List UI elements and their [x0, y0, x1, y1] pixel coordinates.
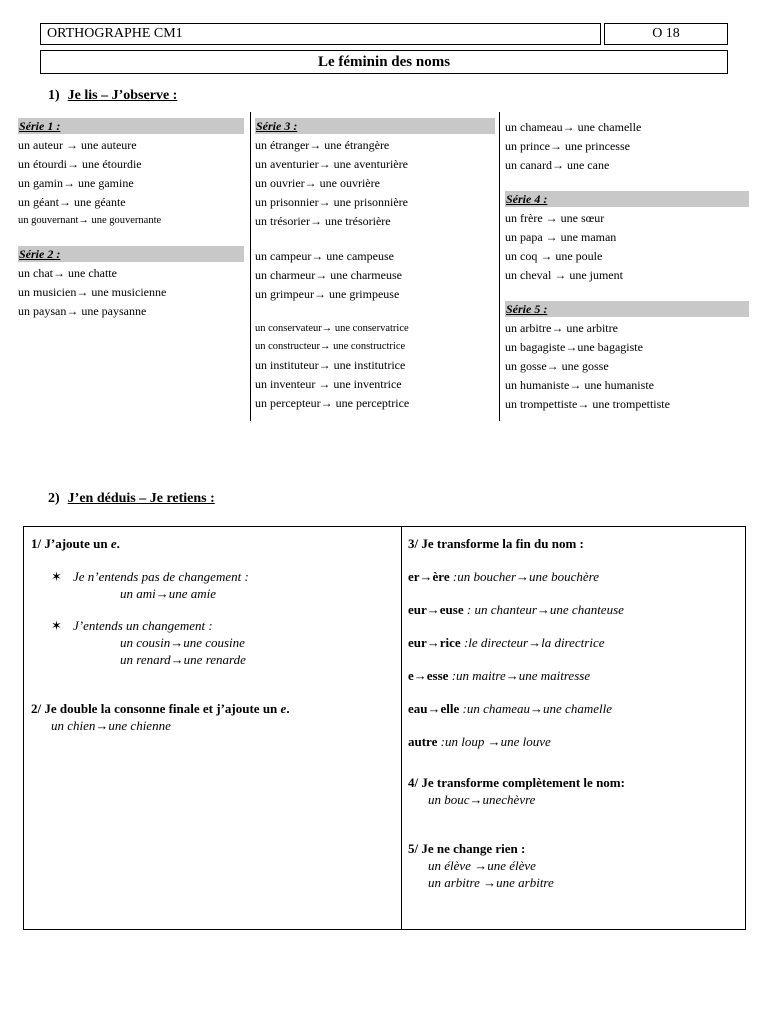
- section-number: 1): [48, 88, 60, 103]
- rule-4-title: 4/ Je transforme complètement le nom:: [408, 775, 625, 790]
- rule-3-row: eau→elle :un chameau→une chamelle: [408, 701, 612, 716]
- rule-5-title: 5/ Je ne change rien :: [408, 841, 526, 856]
- list-item: un coq → une poule: [505, 249, 603, 263]
- rules-right-column: [408, 535, 738, 891]
- serie-2-heading: Série 2 :: [18, 246, 244, 262]
- example: un élève →une élève: [428, 858, 536, 873]
- list-item: un canard→ une cane: [505, 158, 610, 172]
- list-item: un papa → une maman: [505, 230, 617, 244]
- rule-3-title: 3/ Je transforme la fin du nom :: [408, 536, 584, 551]
- serie-5-heading: Série 5 :: [505, 301, 749, 317]
- list-item: un bagagiste→une bagagiste: [505, 340, 643, 354]
- example: un arbitre →une arbitre: [428, 875, 554, 890]
- list-item: un grimpeur→ une grimpeuse: [255, 287, 400, 301]
- list-item: un trompettiste→ une trompettiste: [505, 397, 670, 411]
- column-1: [18, 118, 244, 321]
- section-2-title: [48, 491, 215, 507]
- rule-1-title: 1/ J’ajoute un e.: [31, 536, 120, 551]
- list-item: un ouvrier→ une ouvrière: [255, 176, 380, 190]
- list-item: un conservateur→ une conservatrice: [255, 323, 409, 334]
- example: un bouc→unechèvre: [428, 792, 536, 807]
- list-item: un auteur → une auteure: [18, 138, 137, 152]
- rule-3-row: e→esse :un maitre→une maitresse: [408, 668, 591, 683]
- sheet-code: O 18: [604, 23, 728, 45]
- example: un ami→une amie: [120, 586, 217, 601]
- list-item: un arbitre→ une arbitre: [505, 321, 618, 335]
- serie-3-heading: Série 3 :: [255, 118, 495, 134]
- list-item: un prisonnier→ une prisonnière: [255, 195, 408, 209]
- serie-1-heading: Série 1 :: [18, 118, 244, 134]
- list-item: un cheval → une jument: [505, 268, 623, 282]
- serie-4-heading: Série 4 :: [505, 191, 749, 207]
- list-item: un étourdi→ une étourdie: [18, 157, 142, 171]
- subject-header: ORTHOGRAPHE CM1: [40, 23, 601, 45]
- list-item: un chat→ une chatte: [18, 266, 117, 280]
- list-item: un charmeur→ une charmeuse: [255, 268, 402, 282]
- rules-left-column: [31, 535, 396, 734]
- rule-2-title: 2/ Je double la consonne finale et j’ajoute un e.: [31, 701, 290, 716]
- list-item: un paysan→ une paysanne: [18, 304, 147, 318]
- rule-3-row: er→ère :un boucher→une bouchère: [408, 569, 599, 584]
- list-item: un aventurier→ une aventurière: [255, 157, 408, 171]
- list-item: un musicien→ une musicienne: [18, 285, 167, 299]
- list-item: un trésorier→ une trésorière: [255, 214, 391, 228]
- column-2: [255, 118, 495, 413]
- star-bullet-icon: ✶: [51, 618, 62, 633]
- rule-3-row: autre :un loup →une louve: [408, 734, 551, 749]
- list-item: un gouvernant→ une gouvernante: [18, 215, 162, 226]
- list-item: un inventeur → une inventrice: [255, 377, 402, 391]
- list-item: un constructeur→ une constructrice: [255, 341, 406, 352]
- list-item: un percepteur→ une perceptrice: [255, 396, 410, 410]
- list-item: un prince→ une princesse: [505, 139, 630, 153]
- list-item: un instituteur→ une institutrice: [255, 358, 406, 372]
- list-item: un frère → une sœur: [505, 211, 605, 225]
- list-item: un chameau→ une chamelle: [505, 120, 642, 134]
- section-label: Je lis – J’observe :: [67, 88, 178, 103]
- rule-3-row: eur→euse : un chanteur→une chanteuse: [408, 602, 624, 617]
- list-item: un géant→ une géante: [18, 195, 126, 209]
- rule-1-case-2: ✶ J’entends un changement :: [51, 618, 213, 633]
- list-item: un campeur→ une campeuse: [255, 249, 394, 263]
- example: un renard→une renarde: [120, 652, 246, 667]
- list-item: un gosse→ une gosse: [505, 359, 609, 373]
- page-title: Le féminin des noms: [40, 50, 728, 74]
- list-item: un gamin→ une gamine: [18, 176, 134, 190]
- column-divider: [499, 112, 500, 421]
- example: un cousin→une cousine: [120, 635, 245, 650]
- column-divider: [250, 112, 251, 421]
- example: un chien→une chienne: [51, 718, 171, 733]
- rule-1-case-1: ✶ Je n’entends pas de changement :: [51, 569, 249, 584]
- column-3: [505, 118, 749, 414]
- rules-divider: [401, 526, 402, 930]
- section-number: 2): [48, 491, 60, 506]
- rule-3-row: eur→rice :le directeur→la directrice: [408, 635, 605, 650]
- star-bullet-icon: ✶: [51, 569, 62, 584]
- list-item: un étranger→ une étrangère: [255, 138, 390, 152]
- list-item: un humaniste→ une humaniste: [505, 378, 654, 392]
- section-label: J’en déduis – Je retiens :: [67, 491, 215, 506]
- section-1-title: [48, 88, 177, 104]
